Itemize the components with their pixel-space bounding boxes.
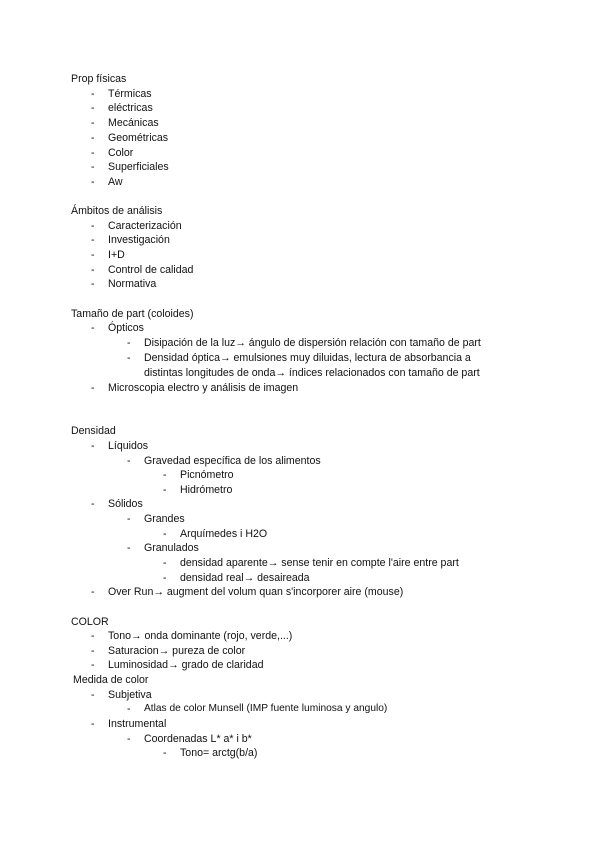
list-item: Geométricas <box>108 132 169 144</box>
list-item: Investigación <box>108 234 170 246</box>
bullet-dash: - <box>91 322 95 334</box>
list-item: Luminosidad→ grado de claridad <box>108 659 264 671</box>
bullet-dash: - <box>163 557 167 569</box>
sub-list-item: Densidad óptica→ emulsiones muy diluidas, lectura de absorbancia a <box>144 352 471 364</box>
list-item: Tono→ onda dominante (rojo, verde,...) <box>108 630 293 642</box>
section-heading: Ámbitos de análisis <box>71 205 163 217</box>
section-heading: Medida de color <box>73 674 149 686</box>
list-item: Caracterización <box>108 220 182 232</box>
bullet-dash: - <box>91 278 95 290</box>
sub-sub-list-item: densidad aparente→ sense tenir en compte l'aire entre part <box>180 557 459 569</box>
list-item: Líquidos <box>108 440 149 452</box>
sub-sub-list-item: Picnómetro <box>180 469 234 481</box>
bullet-dash: - <box>91 659 95 671</box>
list-item: Aw <box>108 176 123 188</box>
sub-list-item: Grandes <box>144 513 185 525</box>
bullet-dash: - <box>163 469 167 481</box>
list-item: Subjetiva <box>108 689 152 701</box>
bullet-dash: - <box>91 88 95 100</box>
bullet-dash: - <box>127 513 131 525</box>
list-item: Normativa <box>108 278 157 290</box>
list-item: Superficiales <box>108 161 169 173</box>
sub-list-item: Gravedad específica de los alimentos <box>144 455 321 467</box>
bullet-dash: - <box>91 498 95 510</box>
list-item: Control de calidad <box>108 264 194 276</box>
list-item: Ópticos <box>108 322 144 334</box>
sub-sub-list-item: Hidrómetro <box>180 484 233 496</box>
bullet-dash: - <box>91 147 95 159</box>
list-item: Over Run→ augment del volum quan s'incorporer aire (mouse) <box>108 586 404 598</box>
bullet-dash: - <box>127 542 131 554</box>
list-item: Térmicas <box>108 88 152 100</box>
bullet-dash: - <box>91 586 95 598</box>
bullet-dash: - <box>91 689 95 701</box>
bullet-dash: - <box>127 337 131 349</box>
sub-sub-list-item: Tono= arctg(b/a) <box>180 747 258 759</box>
bullet-dash: - <box>91 234 95 246</box>
bullet-dash: - <box>127 352 131 364</box>
bullet-dash: - <box>91 132 95 144</box>
sub-sub-list-item: densidad real→ desaireada <box>180 572 310 584</box>
bullet-dash: - <box>91 440 95 452</box>
bullet-dash: - <box>163 528 167 540</box>
bullet-dash: - <box>163 747 167 759</box>
bullet-dash: - <box>163 572 167 584</box>
section-heading: Densidad <box>71 425 116 437</box>
list-item: eléctricas <box>108 102 153 114</box>
bullet-dash: - <box>91 161 95 173</box>
bullet-dash: - <box>91 117 95 129</box>
list-item: Sólidos <box>108 498 143 510</box>
bullet-dash: - <box>91 264 95 276</box>
bullet-dash: - <box>163 484 167 496</box>
list-item: Instrumental <box>108 718 167 730</box>
sub-sub-list-item: Arquímedes i H2O <box>180 528 268 540</box>
bullet-dash: - <box>127 455 131 467</box>
bullet-dash: - <box>127 703 131 715</box>
list-item: Color <box>108 147 134 159</box>
section-heading: Prop físicas <box>71 73 127 85</box>
bullet-dash: - <box>91 102 95 114</box>
sub-list-item: Disipación de la luz→ ángulo de dispersión relación con tamaño de part <box>144 337 481 349</box>
bullet-dash: - <box>91 176 95 188</box>
bullet-dash: - <box>127 733 131 745</box>
list-item: Saturacion→ pureza de color <box>108 645 246 657</box>
bullet-dash: - <box>91 718 95 730</box>
list-item: I+D <box>108 249 125 261</box>
list-item: Mecánicas <box>108 117 159 129</box>
section-heading: Tamaño de part (coloides) <box>71 308 194 320</box>
section-heading: COLOR <box>71 616 109 628</box>
list-item: Microscopia electro y análisis de imagen <box>108 382 299 394</box>
bullet-dash: - <box>91 645 95 657</box>
sub-list-item: Granulados <box>144 542 199 554</box>
sub-list-item: Coordenadas L* a* i b* <box>144 733 252 745</box>
sub-list-item-continuation: distintas longitudes de onda→ índices relacionados con tamaño de part <box>144 367 480 379</box>
bullet-dash: - <box>91 382 95 394</box>
bullet-dash: - <box>91 249 95 261</box>
bullet-dash: - <box>91 220 95 232</box>
bullet-dash: - <box>91 630 95 642</box>
sub-list-item: Atlas de color Munsell (IMP fuente luminosa y angulo) <box>144 703 388 714</box>
